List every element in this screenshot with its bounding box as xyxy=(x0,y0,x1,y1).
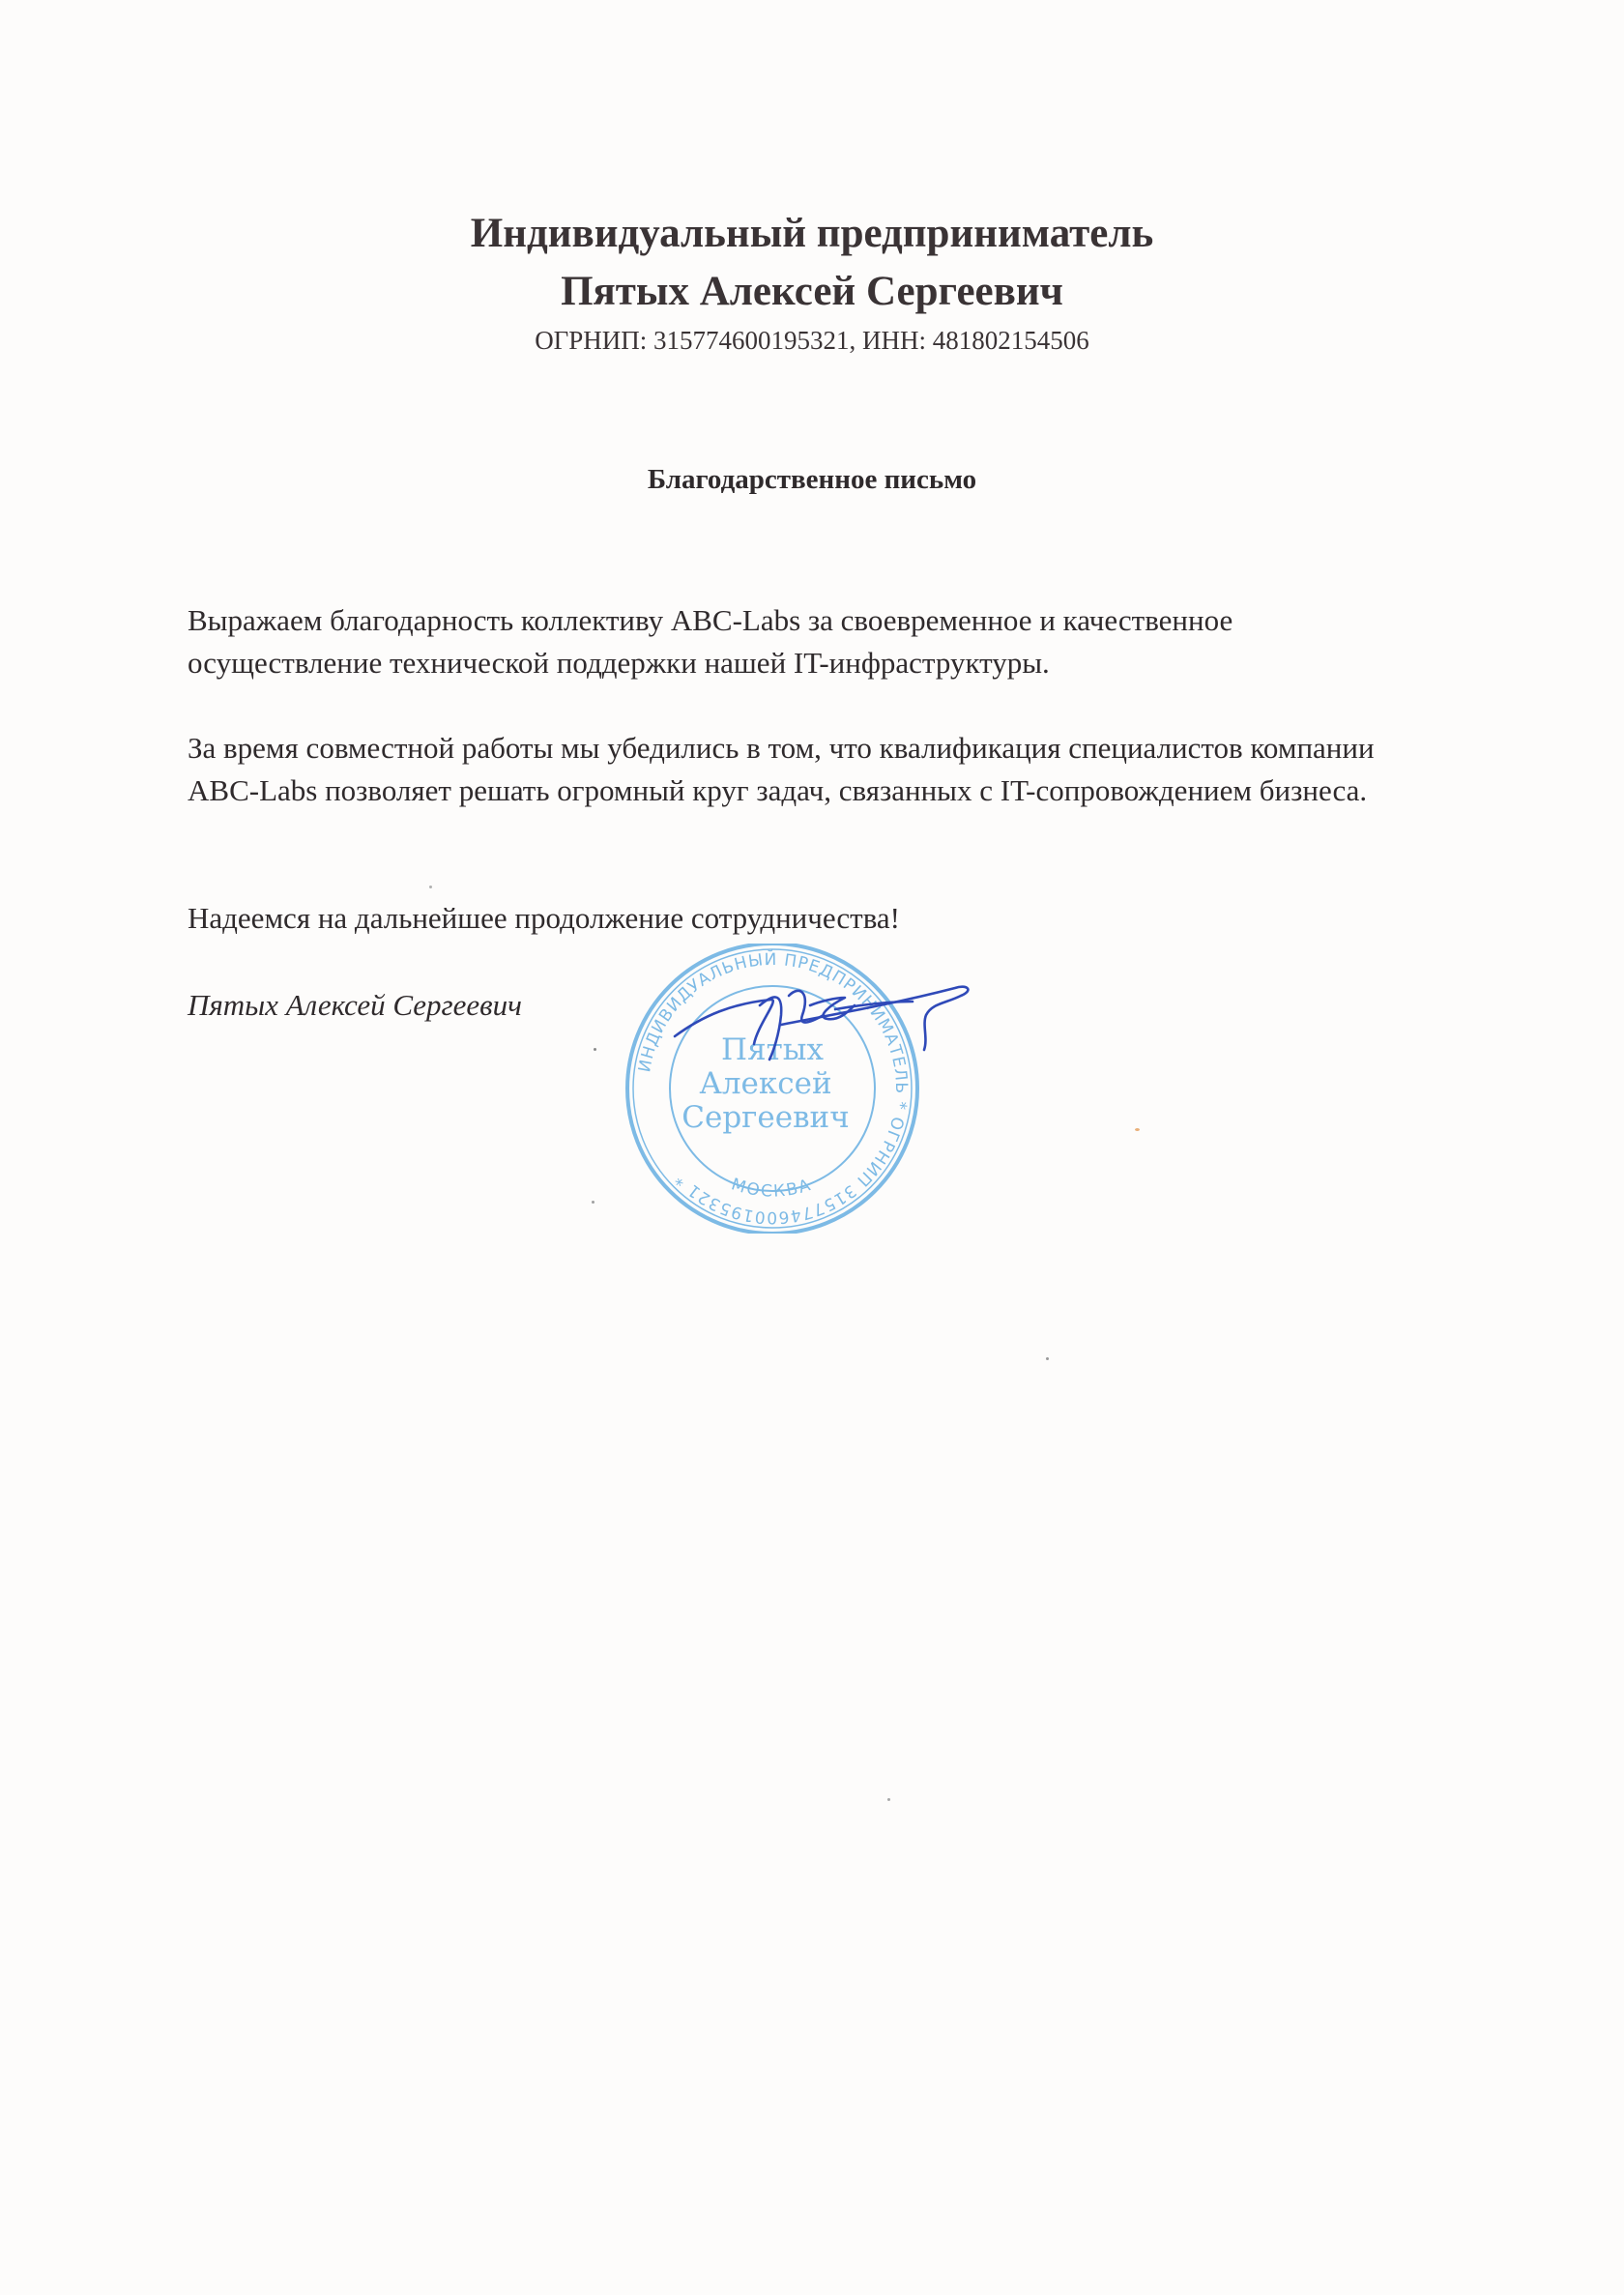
scan-speck xyxy=(594,1048,596,1051)
registration-numbers: ОГРНИП: 315774600195321, ИНН: 481802154506 xyxy=(535,326,1089,355)
stamp-center-line-2: Алексей xyxy=(699,1066,832,1101)
paragraph-gratitude: Выражаем благодарность коллективу ABC-Labs за своевременное и качественное осуществление технической поддержки нашей IT-инфраструктуры. xyxy=(188,603,1233,680)
stamp-center-line-1: Пятых xyxy=(721,1032,824,1067)
scan-speck xyxy=(592,1201,594,1204)
stamp-city-text: МОСКВА xyxy=(729,1175,815,1202)
stamp-ring-text: ИНДИВИДУАЛЬНЫЙ ПРЕДПРИНИМАТЕЛЬ * ОГРНИП 315774600195321 * xyxy=(635,949,912,1228)
scan-speck xyxy=(1135,1128,1140,1131)
signer-name: Пятых Алексей Сергеевич xyxy=(188,988,522,1022)
letterhead xyxy=(0,205,1624,360)
scan-speck xyxy=(1046,1357,1049,1360)
document-title: Благодарственное письмо xyxy=(647,464,977,495)
stamp-center-line-3: Сергеевич xyxy=(682,1100,850,1135)
scan-speck xyxy=(429,886,432,888)
entrepreneur-title: Индивидуальный предприниматель xyxy=(470,211,1154,256)
paragraph-qualification: За время совместной работы мы убедились в том, что квалификация специалистов компании ABC-Labs позволяет решать огромный круг задач, связанных с IT-сопровождением бизнеса. xyxy=(188,731,1375,807)
handwritten-signature xyxy=(665,976,974,1092)
paragraph-cooperation: Надеемся на дальнейшее продолжение сотрудничества! xyxy=(188,901,901,935)
entrepreneur-name: Пятых Алексей Сергеевич xyxy=(561,269,1063,314)
scan-speck xyxy=(887,1798,890,1801)
